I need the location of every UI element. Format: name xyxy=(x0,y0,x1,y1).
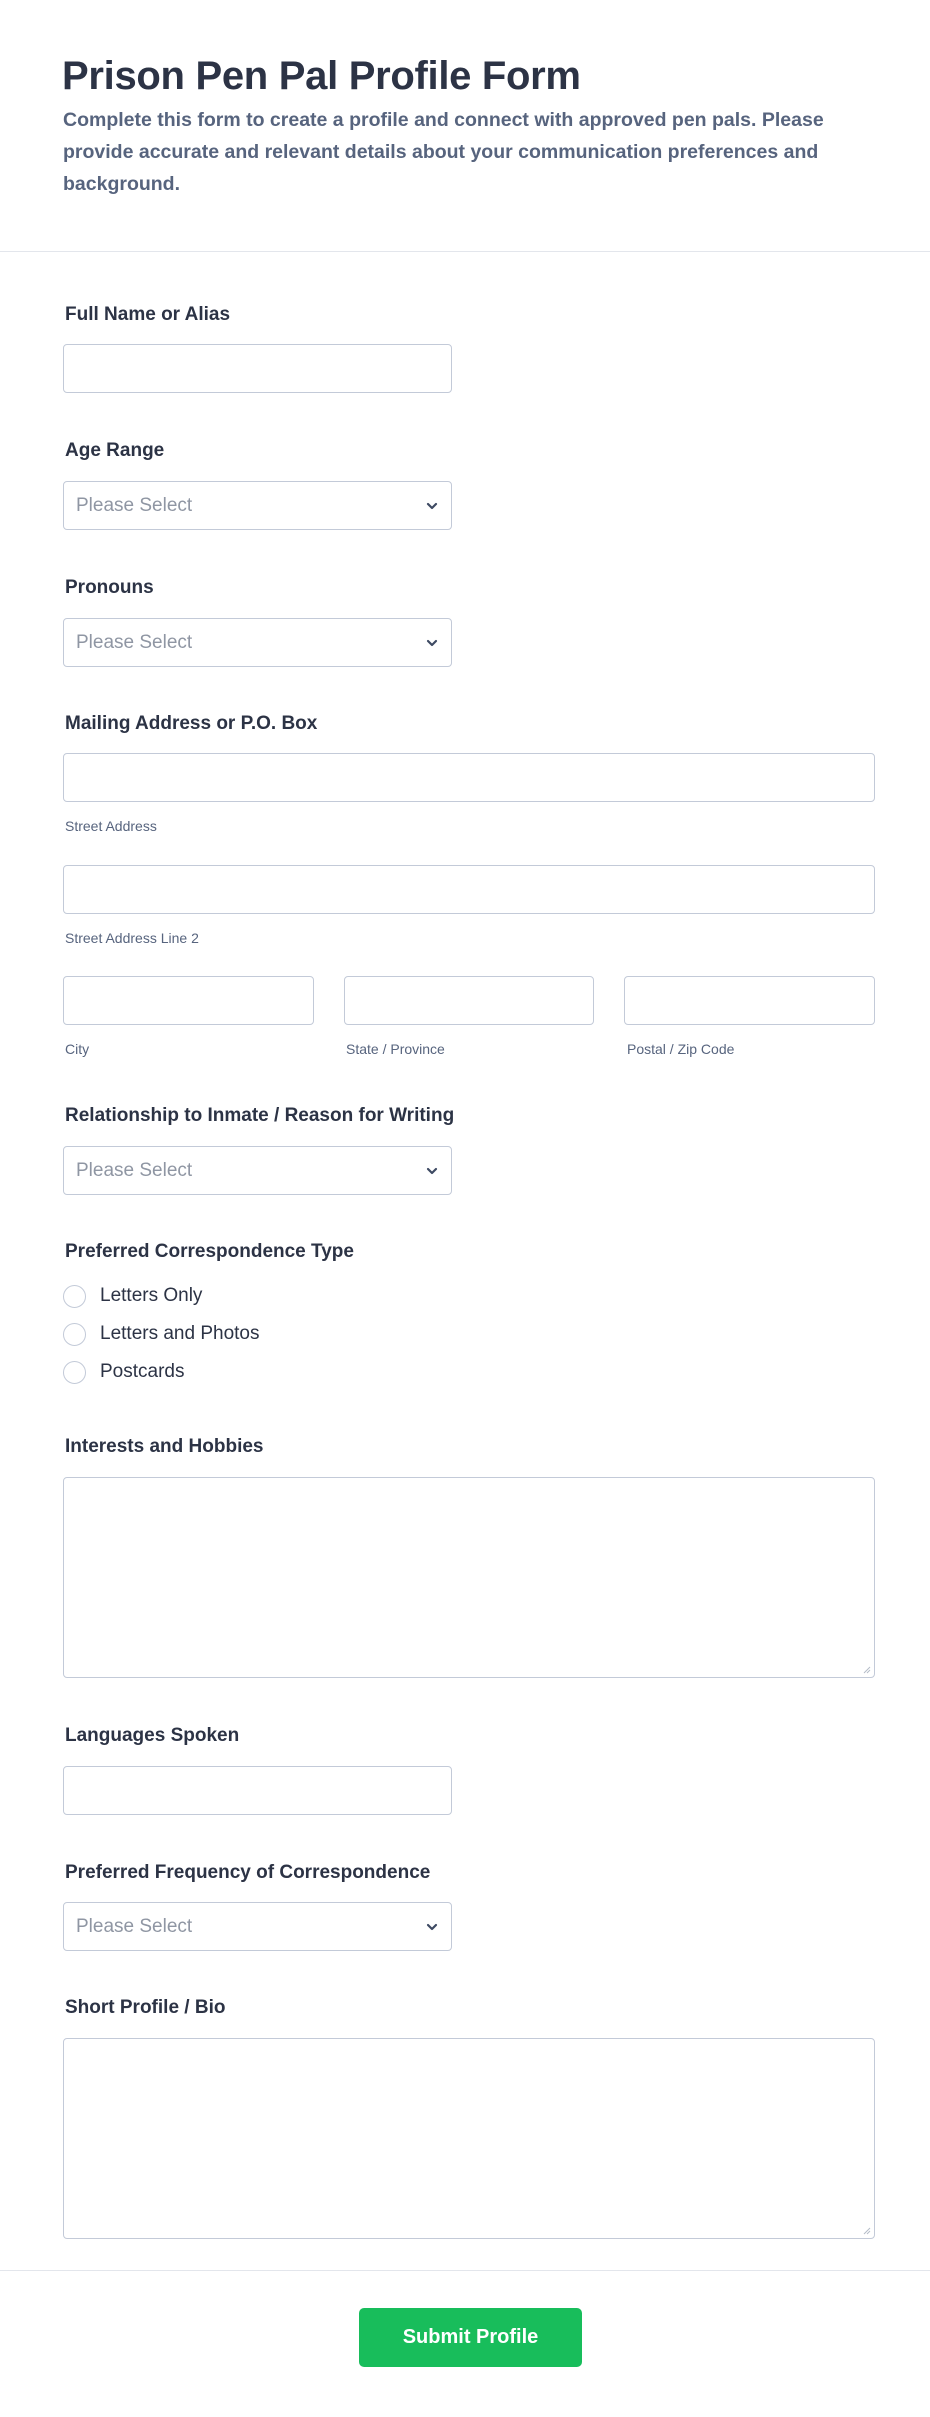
address-label: Mailing Address or P.O. Box xyxy=(65,713,318,734)
radio-label: Postcards xyxy=(100,1361,185,1382)
chevron-down-icon xyxy=(425,636,439,650)
radio-button[interactable] xyxy=(63,1323,86,1346)
full-name-label: Full Name or Alias xyxy=(65,304,231,325)
chevron-down-icon xyxy=(425,1920,439,1934)
header-divider xyxy=(0,251,930,252)
relationship-placeholder: Please Select xyxy=(76,1160,193,1181)
footer-divider xyxy=(0,2270,930,2271)
radio-option-letters-and-photos[interactable] xyxy=(63,1321,260,1347)
radio-label: Letters and Photos xyxy=(100,1323,260,1344)
interests-textarea[interactable] xyxy=(63,1477,875,1678)
street-address-line2-sublabel: Street Address Line 2 xyxy=(65,930,199,946)
street-address-sublabel: Street Address xyxy=(65,818,157,834)
chevron-down-icon xyxy=(425,499,439,513)
correspondence-type-label: Preferred Correspondence Type xyxy=(65,1241,354,1262)
page-title: Prison Pen Pal Profile Form xyxy=(62,54,581,98)
radio-option-postcards[interactable] xyxy=(63,1359,184,1385)
chevron-down-icon xyxy=(425,1164,439,1178)
radio-label: Letters Only xyxy=(100,1285,203,1306)
city-input[interactable] xyxy=(63,976,314,1025)
pronouns-select[interactable] xyxy=(63,618,452,667)
bio-label: Short Profile / Bio xyxy=(65,1997,226,2018)
age-range-placeholder: Please Select xyxy=(76,495,193,516)
state-province-sublabel: State / Province xyxy=(346,1041,445,1057)
radio-option-letters-only[interactable] xyxy=(63,1283,202,1309)
age-range-label: Age Range xyxy=(65,440,165,461)
street-address-line2-input[interactable] xyxy=(63,865,875,914)
relationship-select[interactable] xyxy=(63,1146,452,1195)
resize-handle-icon[interactable] xyxy=(861,2225,871,2235)
postal-code-input[interactable] xyxy=(624,976,875,1025)
radio-button[interactable] xyxy=(63,1361,86,1384)
relationship-label: Relationship to Inmate / Reason for Writing xyxy=(65,1105,455,1126)
submit-profile-button[interactable]: Submit Profile xyxy=(359,2308,582,2367)
postal-code-sublabel: Postal / Zip Code xyxy=(627,1041,735,1057)
frequency-placeholder: Please Select xyxy=(76,1916,193,1937)
radio-button[interactable] xyxy=(63,1285,86,1308)
resize-handle-icon[interactable] xyxy=(861,1664,871,1674)
interests-label: Interests and Hobbies xyxy=(65,1436,264,1457)
pronouns-label: Pronouns xyxy=(65,577,154,598)
page-description: Complete this form to create a profile and connect with approved pen pals. Please provide accurate and relevant details about your communication preferences and background. xyxy=(63,109,824,195)
frequency-label: Preferred Frequency of Correspondence xyxy=(65,1862,431,1883)
frequency-select[interactable] xyxy=(63,1902,452,1951)
city-sublabel: City xyxy=(65,1041,90,1057)
languages-input[interactable] xyxy=(63,1766,452,1815)
street-address-input[interactable] xyxy=(63,753,875,802)
age-range-select[interactable] xyxy=(63,481,452,530)
bio-textarea[interactable] xyxy=(63,2038,875,2239)
pronouns-placeholder: Please Select xyxy=(76,632,193,653)
full-name-input[interactable] xyxy=(63,344,452,393)
languages-label: Languages Spoken xyxy=(65,1725,240,1746)
state-province-input[interactable] xyxy=(344,976,594,1025)
